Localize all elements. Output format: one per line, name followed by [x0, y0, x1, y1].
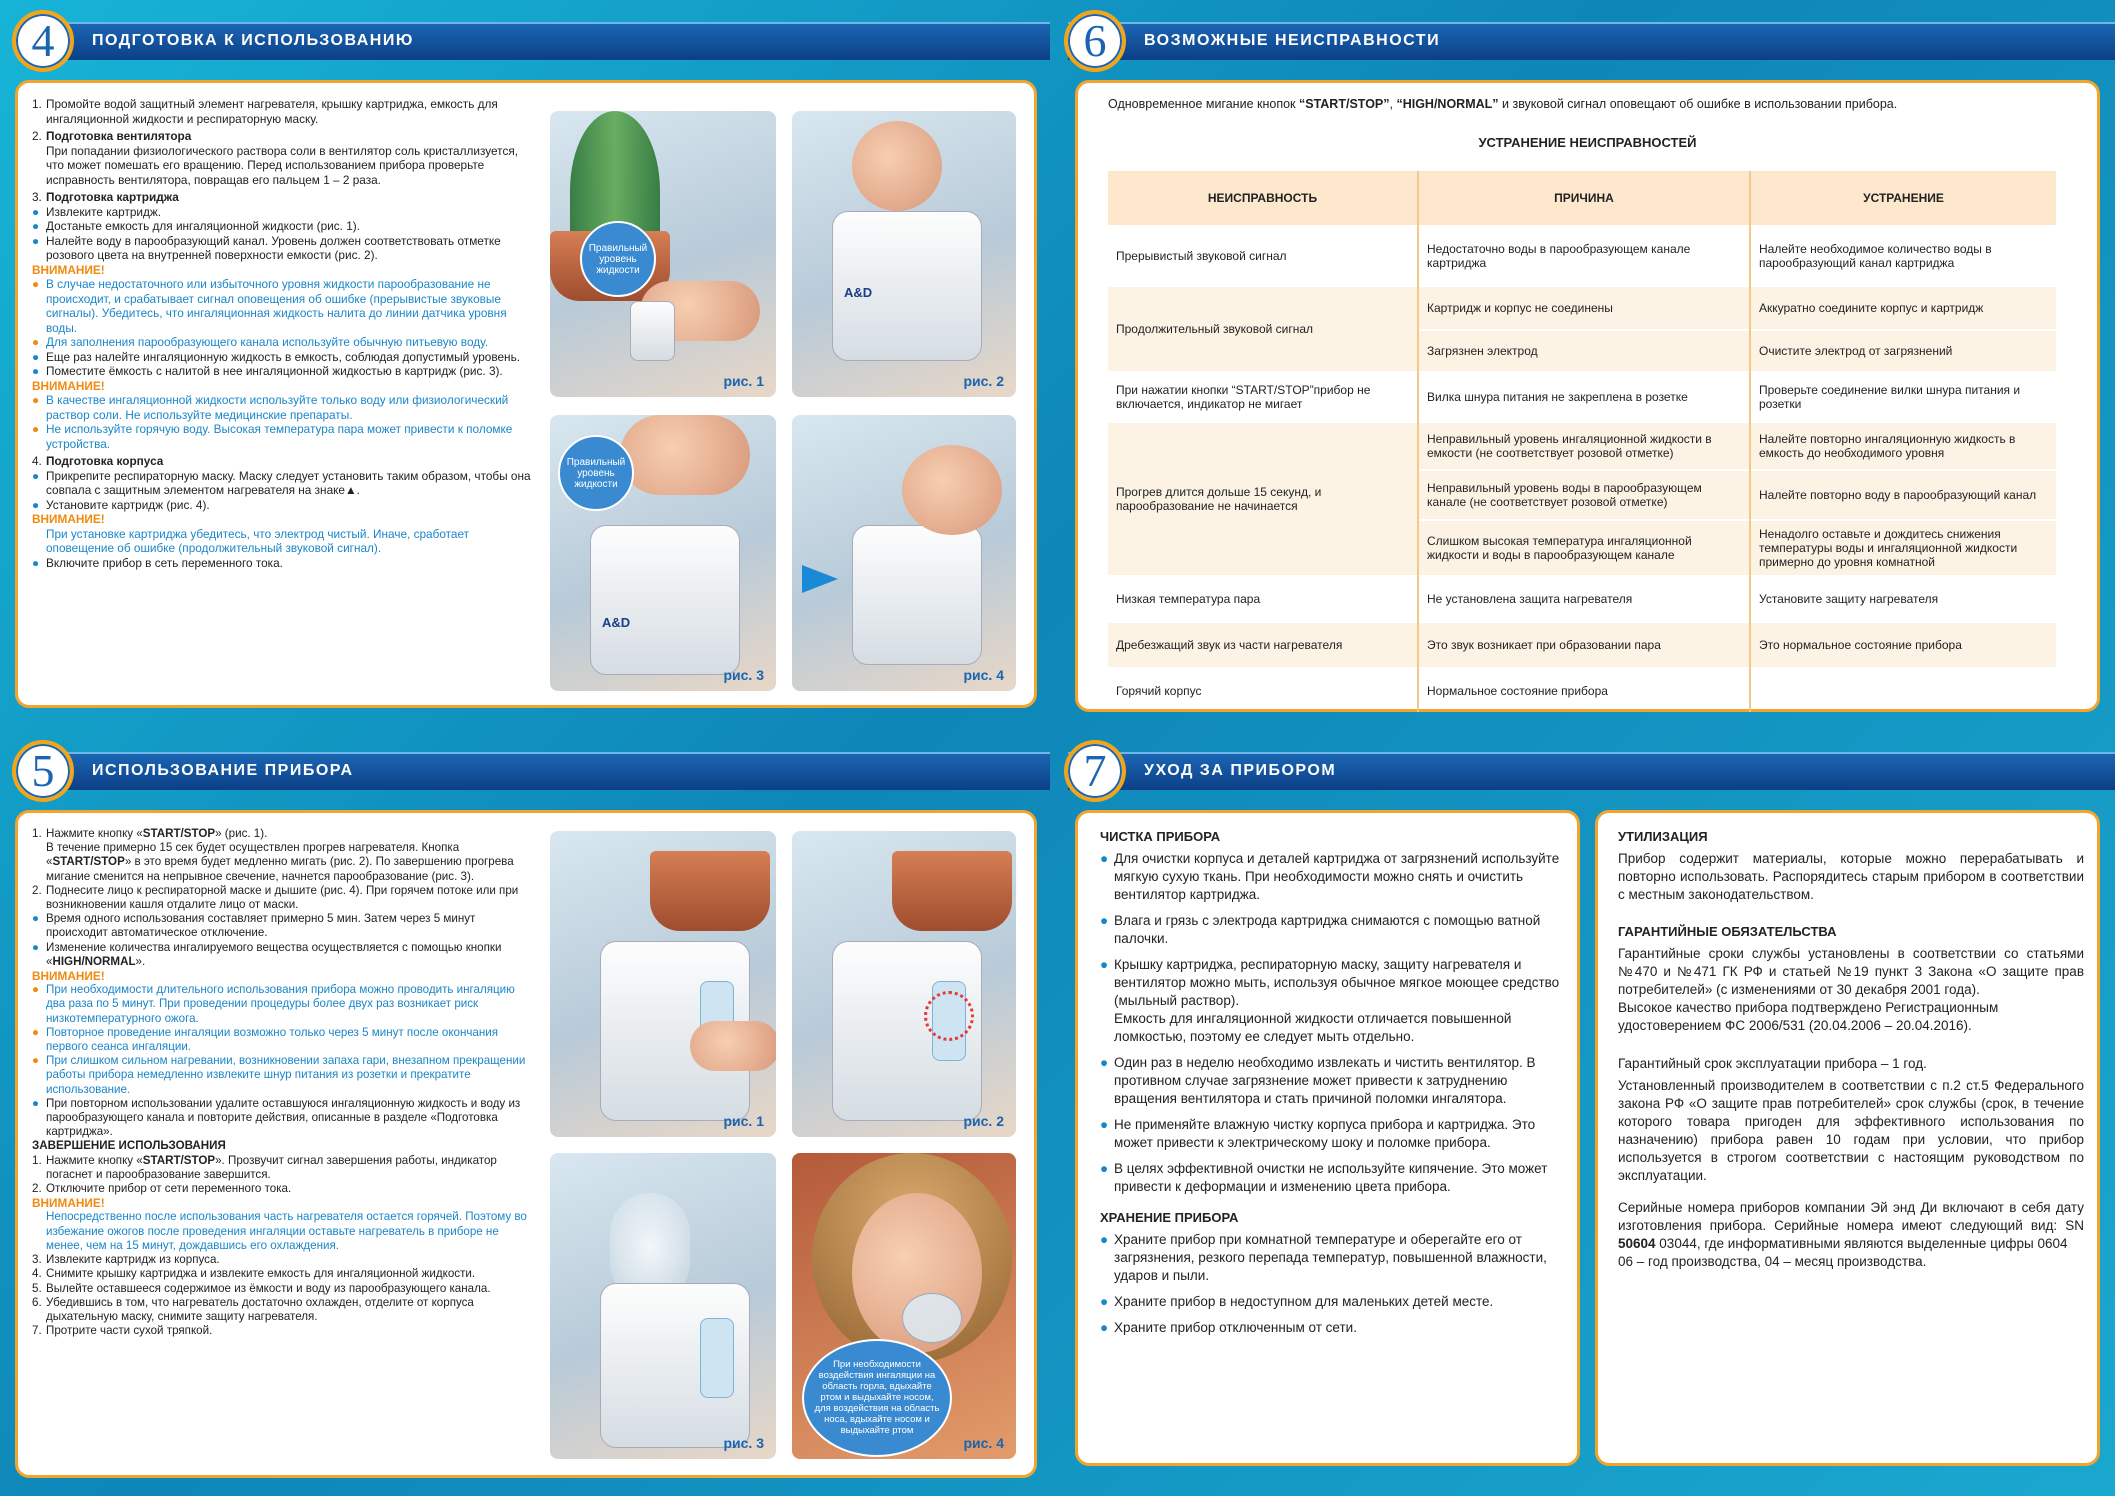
list-item: Поместите ёмкость с налитой в нее ингаляционной жидкостью в картридж (рис. 3). — [46, 364, 503, 378]
table-cell: Продолжительный звуковой сигнал — [1108, 286, 1418, 372]
list-item: Изменение количества ингалируемого вещества осуществляется с помощью кнопки « — [46, 940, 502, 968]
section-4-header — [20, 22, 1050, 60]
callout-bubble: Правильный уровень жидкости — [558, 435, 634, 511]
table-cell: Прогрев длится дольше 15 секунд, и парообразование не начинается — [1108, 422, 1418, 576]
column-header: НЕИСПРАВНОСТЬ — [1108, 170, 1418, 226]
heading-storage: ХРАНЕНИЕ ПРИБОРА — [1100, 1210, 1239, 1225]
column-header: УСТРАНЕНИЕ — [1750, 170, 2056, 226]
brand-logo: A&D — [844, 285, 873, 300]
warning-label: ВНИМАНИЕ! — [32, 512, 105, 526]
intro-comma: , — [1389, 97, 1397, 111]
table-cell: Картридж и корпус не соединены — [1418, 286, 1750, 330]
table-title: УСТРАНЕНИЕ НЕИСПРАВНОСТЕЙ — [1478, 135, 1697, 150]
pot-image — [892, 851, 1012, 931]
care-text: ЧИСТКА ПРИБОРА ● Для очистки корпуса и деталей картриджа от загрязнений используйте мягкую сухую ткань. При необходимости можно снять и очистить вентилятор картриджа. ● Влага и грязь с электрода картриджа снимаются с помощью ватной палочки. ● Крышку картриджа, респираторную маску, защиту нагревателя и вентилятор можно мыть, используя обычное мягкое моющее средство (мыльный раствор). Емкость для ингаляционной жидкости отличается повышенной ломкостью, поэтому ее следует мыть отдельно. ● Один раз в неделю необходимо извлекать и чистить вентилятор. В противном случае загрязнение может привести к затруднению вращения вентилятора и стать причиной поломки ингалятора. ● Не применяйте влажную чистку корпуса прибора и картриджа. Это может привести к электрическому шоку и поломке прибора. ● В целях эффективной очистки не используйте кипячение. Это может привести к деформации и изменению цвета прибора. ХРАНЕНИЕ ПРИБОРА ● Храните прибор при комнатной температуре и оберегайте его от загрязнения, резкого перепада температур, повышенной влажности, ударов и пыли. ● Храните прибор в недоступном для маленьких детей месте. ● Храните прибор отключенным от сети. — [1100, 829, 1562, 1337]
table-cell: Нормальное состояние прибора — [1418, 668, 1750, 712]
photo-fig-3 — [548, 1151, 778, 1461]
warning-label: ВНИМАНИЕ! — [32, 378, 105, 393]
hand-image — [620, 415, 750, 495]
heading-cleaning: ЧИСТКА ПРИБОРА — [1100, 829, 1221, 844]
section-5-title: ИСПОЛЬЗОВАНИЕ ПРИБОРА — [92, 762, 354, 779]
troubleshooting-table — [1108, 169, 2056, 712]
table-cell: Это звук возникает при образовании пара — [1418, 622, 1750, 668]
heading-body: Подготовка корпуса — [46, 454, 164, 468]
table-cell: Недостаточно воды в парообразующем канале картриджа — [1418, 226, 1750, 286]
hand-image — [690, 1021, 778, 1071]
pot-image — [650, 851, 770, 931]
mask-image — [902, 1293, 962, 1343]
table-cell: Вилка шнура питания не закреплена в розетке — [1418, 372, 1750, 422]
table-cell: Налейте повторно воду в парообразующий канал — [1750, 470, 2056, 520]
warning-label: ВНИМАНИЕ! — [32, 1196, 105, 1211]
blink-indicator-icon — [924, 991, 974, 1041]
device-image — [852, 525, 982, 665]
table-cell: Слишком высокая температура ингаляционной жидкости и воды в парообразующем канале — [1418, 520, 1750, 576]
caption-fig-4: рис. 4 — [963, 667, 1004, 683]
table-cell: Налейте повторно ингаляционную жидкость в емкость до необходимого уровня — [1750, 422, 2056, 470]
cup-image — [630, 301, 675, 361]
warning-item: В качестве ингаляционной жидкости используйте только воду или физиологический раствор соли. Не используйте медицинские препараты. — [46, 393, 509, 422]
table-cell: При нажатии кнопки “START/STOP”прибор не включается, индикатор не мигает — [1108, 372, 1418, 422]
photo-fig-4 — [790, 1151, 1018, 1461]
list-item: Налейте воду в парообразующий канал. Уровень должен соответствовать отметке розового цвета на внутренней поверхности емкости (рис. 2). — [46, 233, 501, 262]
photo-fig-4 — [790, 413, 1018, 693]
step-text: Снимите крышку картриджа и извлеките емкость для ингаляционной жидкости. — [46, 1267, 476, 1281]
section-7-right-card — [1595, 810, 2100, 1466]
intro-high-normal: “HIGH/NORMAL” — [1396, 97, 1499, 111]
heading-warranty: ГАРАНТИЙНЫЕ ОБЯЗАТЕЛЬСТВА — [1618, 924, 1837, 939]
list-item: Храните прибор в недоступном для маленьких детей месте. — [1114, 1294, 1494, 1309]
caption-fig-2: рис. 2 — [963, 373, 1004, 389]
start-stop-label: START/STOP — [142, 827, 216, 840]
intro-start-stop: “START/STOP” — [1298, 97, 1390, 111]
table-row — [1108, 226, 2056, 286]
list-item: ». — [135, 954, 146, 968]
serial-text: 03044, где информативными являются выделенные цифры 0604 — [1655, 1236, 2068, 1251]
section-6-card — [1075, 80, 2100, 712]
photo-fig-1 — [548, 109, 778, 399]
intro-tail: и звуковой сигнал оповещают об ошибке в использовании прибора. — [1498, 97, 1898, 111]
high-normal-label: HIGH/NORMAL — [52, 954, 136, 968]
warning-item: Повторное проведение ингаляции возможно только через 5 минут после окончания первого сеанса ингаляции. — [46, 1025, 499, 1054]
heading-cartridge: Подготовка картриджа — [46, 190, 179, 204]
list-item: Один раз в неделю необходимо извлекать и чистить вентилятор. В противном случае загрязнение может привести к затруднению вращения вентилятора и стать причиной поломки ингалятора. — [1114, 1055, 1536, 1106]
warranty-text-1: Гарантийные сроки службы установлены в соответствии со статьями №470 и №471 ГК РФ и статьей №19 пункт 3 Закона «О защите прав потребителей» (с изменениями от 30 декабря 2001 года). — [1618, 946, 2084, 997]
start-stop-label: START/STOP — [142, 1153, 216, 1167]
list-item: Установите картридж (рис. 4). — [46, 497, 210, 512]
warning-item: При слишком сильном нагревании, возникновении запаха гари, внезапном прекращении работы прибора немедленно извлеките шнур питания из розетки и прекратите использование. — [46, 1054, 526, 1096]
section-4-title: ПОДГОТОВКА К ИСПОЛЬЗОВАНИЮ — [92, 32, 414, 49]
table-cell: Установите защиту нагревателя — [1750, 576, 2056, 622]
table-row — [1108, 622, 2056, 668]
table-header-row — [1108, 170, 2056, 226]
heading-finish: ЗАВЕРШЕНИЕ ИСПОЛЬЗОВАНИЯ — [32, 1139, 226, 1153]
heading-fan: Подготовка вентилятора — [46, 129, 192, 143]
section-6-title: ВОЗМОЖНЫЕ НЕИСПРАВНОСТИ — [1144, 32, 1441, 49]
section-4-text: 1. Промойте водой защитный элемент нагревателя, крышку картриджа, емкость для ингаляционной жидкости и респираторную маску. 2. Подготовка вентилятора При попадании физиологического раствора соли в вентилятор соль кристаллизуется, что может помешать его вращению. Перед использованием прибора проверьте исправность вентилятора, повращав его пальцем 1 – 2 раза. 3. Подготовка картриджа ● Извлеките картридж. ● Достаньте емкость для ингаляционной жидкости (рис. 1). ● Налейте воду в парообразующий канал. Уровень должен соответствовать отметке розового цвета на внутренней поверхности емкости (рис. 2). ВНИМАНИЕ! ● В случае недостаточного или избыточного уровня жидкости парообразование не происходит, и срабатывает сигнал оповещения об ошибке (прерывистые звуковые сигналы). Убедитесь, что ингаляционная жидкость налита до линии датчика уровня воды. ● Для заполнения парообразующего канала используйте обычную питьевую воду. ● Еще раз налейте ингаляционную жидкость в емкость, соблюдая допустимый уровень. ● Поместите ёмкость с налитой в нее ингаляционной жидкостью в картридж (рис. 3). ВНИМАНИЕ! ● В качестве ингаляционной жидкости используйте только воду или физиологический раствор соли. Не используйте медицинские препараты. ● Не используйте горячую воду. Высокая температура пара может привести к поломке устройства. 4. Подготовка корпуса ● Прикрепите респираторную маску. Маску следует установить таким образом, чтобы она совпала с защитным элементом нагревателя на знаке▲. ● Установите картридж (рис. 4). ВНИМАНИЕ! При установке картриджа убедитесь, что электрод чистый. Иначе, сработает оповещение об ошибке (продолжительный звуковой сигнал). ● Включите прибор в сеть переменного тока. — [32, 97, 534, 570]
caption-fig-4: рис. 4 — [963, 1435, 1004, 1451]
table-cell: Это нормальное состояние прибора — [1750, 622, 2056, 668]
section-6-number-text: 6 — [1083, 15, 1107, 66]
list-item: Для очистки корпуса и деталей картриджа от загрязнений используйте мягкую сухую ткань. При необходимости можно снять и очистить вентилятор картриджа. — [1114, 851, 1560, 902]
section-6-header — [1068, 22, 2115, 60]
step-text: » (рис. 1). — [215, 827, 268, 840]
section-7-header — [1068, 752, 2115, 790]
section-5-number-text: 5 — [31, 745, 55, 796]
step-text: В течение примерно 15 сек будет осуществлен прогрев нагревателя. Кнопка « — [46, 841, 460, 869]
table-row — [1108, 668, 2056, 712]
section-5-header — [20, 752, 1050, 790]
table-cell: Дребезжащий звук из части нагревателя — [1108, 622, 1418, 668]
warning-item: Непосредственно после использования часть нагревателя остается горячей. Поэтому во избежание ожогов после проведения ингаляции оставьте нагреватель в приборе не менее, чем на 15 минут, дождавшись его охлаждения. — [46, 1210, 527, 1252]
table-row — [1108, 422, 2056, 470]
list-item: Крышку картриджа, респираторную маску, защиту нагревателя и вентилятор можно мыть, используя обычное мягкое моющее средство (мыльный раствор). — [1114, 957, 1560, 1008]
step-text: Протрите части сухой тряпкой. — [46, 1324, 213, 1338]
list-item: В целях эффективной очистки не используйте кипячение. Это может привести к деформации и изменению цвета прибора. — [1114, 1161, 1548, 1194]
section-4-number-text: 4 — [31, 15, 55, 66]
step-text: ». Прозвучит сигнал завершения работы, индикатор погаснет и парообразование завершится. — [46, 1153, 497, 1181]
hand-image — [852, 121, 942, 211]
heading-disposal: УТИЛИЗАЦИЯ — [1618, 829, 1708, 844]
list-item: Извлеките картридж. — [46, 204, 162, 219]
table-row — [1108, 286, 2056, 330]
table-row — [1108, 372, 2056, 422]
section-6-intro — [1108, 97, 1897, 111]
section-5-number — [12, 740, 74, 802]
warranty-period: Гарантийный срок эксплуатации прибора – 1 год. — [1618, 1056, 1927, 1071]
caption-fig-3: рис. 3 — [723, 667, 764, 683]
table-row — [1108, 576, 2056, 622]
section-7-number — [1064, 740, 1126, 802]
warning-label: ВНИМАНИЕ! — [32, 969, 105, 984]
start-stop-label: START/STOP — [52, 855, 125, 869]
step-text: » в это время будет медленно мигать (рис. 2). По завершению прогрева мигание сменится на непрывное свечение, начнется парообразование (рис. 3). — [46, 855, 514, 883]
arrow-icon — [802, 565, 838, 593]
caption-fig-3: рис. 3 — [723, 1435, 764, 1451]
table-cell: Налейте необходимое количество воды в парообразующий канал картриджа — [1750, 226, 2056, 286]
section-7-left-card — [1075, 810, 1580, 1466]
disposal-text: Прибор содержит материалы, которые можно перерабатывать и повторно использовать. Распорядитесь старым прибором в соответствии с местным законодательством. — [1618, 851, 2084, 902]
caption-fig-1: рис. 1 — [723, 1113, 764, 1129]
table-cell — [1750, 668, 2056, 712]
step-text: Извлеките картридж из корпуса. — [46, 1253, 220, 1267]
table-cell: Ненадолго оставьте и дождитесь снижения температуры воды и ингаляционной жидкости примерно до уровня комнатной — [1750, 520, 2056, 576]
list-item: Храните прибор при комнатной температуре и оберегайте его от загрязнения, резкого перепада температур, повышенной влажности, ударов и пыли. — [1114, 1232, 1547, 1283]
step-text: Нажмите кнопку « — [46, 1153, 143, 1167]
table-cell: Горячий корпус — [1108, 668, 1418, 712]
table-cell: Загрязнен электрод — [1418, 330, 1750, 372]
list-item: Не применяйте влажную чистку корпуса прибора и картриджа. Это может привести к электрическому шоку и поломке прибора. — [1114, 1117, 1536, 1150]
warning-item: Не используйте горячую воду. Высокая температура пара может привести к поломке устройства. — [46, 422, 513, 451]
serial-highlight: 50604 — [1618, 1236, 1656, 1251]
brand-logo: A&D — [602, 615, 631, 630]
warning-item: Для заполнения парообразующего канала используйте обычную питьевую воду. — [46, 335, 489, 349]
table-cell: Не установлена защита нагревателя — [1418, 576, 1750, 622]
warning-item: При установке картриджа убедитесь, что электрод чистый. Иначе, сработает оповещение об ошибке (продолжительный звуковой сигнал). — [46, 526, 470, 555]
caption-fig-1: рис. 1 — [723, 373, 764, 389]
list-item-note: Емкость для ингаляционной жидкости отличается повышенной ломкостью, поэтому ее следует мыть отдельно. — [1114, 1011, 1512, 1044]
list-item: Влага и грязь с электрода картриджа снимаются с помощью ватной палочки. — [1114, 913, 1541, 946]
column-header: ПРИЧИНА — [1418, 170, 1750, 226]
list-item: Прикрепите респираторную маску. Маску следует установить таким образом, чтобы она совпала с защитным элементом нагревателя на знаке▲. — [46, 468, 531, 497]
section-5-card — [15, 810, 1037, 1478]
section-4-number — [12, 10, 74, 72]
list-item: Время одного использования составляет примерно 5 мин. Затем через 5 минут происходит автоматическое отключение. — [46, 912, 476, 940]
table-cell: Низкая температура пара — [1108, 576, 1418, 622]
list-item: Храните прибор отключенным от сети. — [1114, 1320, 1357, 1335]
warning-item: В случае недостаточного или избыточного уровня жидкости парообразование не происходит, и срабатывает сигнал оповещения об ошибке (прерывистые звуковые сигналы). Убедитесь, что ингаляционная жидкость налита до линии датчика уровня воды. — [46, 277, 507, 335]
hand-image — [902, 445, 1002, 535]
device-image — [590, 525, 740, 675]
warning-label: ВНИМАНИЕ! — [32, 262, 105, 277]
warning-item: При необходимости длительного использования прибора можно проводить ингаляцию два раза по 5 минут. При проведении процедуры более двух раз возникает риск низкотемпературного ожога. — [46, 983, 515, 1025]
step-text: Отключите прибор от сети переменного тока. — [46, 1182, 292, 1196]
table-cell: Неправильный уровень воды в парообразующем канале (не соответствует розовой отметке) — [1418, 470, 1750, 520]
section-7-number-text: 7 — [1083, 745, 1107, 796]
service-life-text: Установленный производителем в соответствии с п.2 ст.5 Федерального закона РФ «О защите прав потребителей» срок службы (срок, в течение которого товара пригоден для эффективного использования по назначению) прибора равен 10 годам при условии, что прибор используется в строгом соответствии с настоящим руководством по эксплуатации. — [1618, 1078, 2084, 1183]
step-2-text: При попадании физиологического раствора соли в вентилятор соль кристаллизуется, что может помешать его вращению. Перед использованием прибора проверьте исправность вентилятора, повращав его пальцем 1 – 2 раза. — [46, 143, 519, 187]
table-cell: Очистите электрод от загрязнений — [1750, 330, 2056, 372]
table-cell: Прерывистый звуковой сигнал — [1108, 226, 1418, 286]
warranty-text — [1618, 829, 2084, 1271]
list-item: Включите прибор в сеть переменного тока. — [46, 555, 283, 570]
section-5-text: 1. Нажмите кнопку «START/STOP» (рис. 1). В течение примерно 15 сек будет осуществлен прогрев нагревателя. Кнопка «START/STOP» в это время будет медленно мигать (рис. 2). По завершению прогрева мигание сменится на непрывное свечение, начнется парообразование (рис. 3). 2. Поднесите лицо к респираторной маске и дышите (рис. 4). При горячем потоке или при возникновении кашля отдалите лицо от маски. ● Время одного использования составляет примерно 5 мин. Затем через 5 минут происходит автоматическое отключение. ● Изменение количества ингалируемого вещества осуществляется с помощью кнопки «HIGH/NORMAL». ВНИМАНИЕ! ● При необходимости длительного использования прибора можно проводить ингаляцию два раза по 5 минут. При проведении процедуры более двух раз возникает риск низкотемпературного ожога. ● Повторное проведение ингаляции возможно только через 5 минут после окончания первого сеанса ингаляции. ● При слишком сильном нагревании, возникновении запаха гари, внезапном прекращении работы прибора немедленно извлеките шнур питания из розетки и прекратите использование. ● При повторном использовании удалите оставшуюся ингаляционную жидкость и воду из парообразующего канала и повторите действия, описанные в разделе «Подготовка картриджа». ЗАВЕРШЕНИЕ ИСПОЛЬЗОВАНИЯ 1. Нажмите кнопку «START/STOP». Прозвучит сигнал завершения работы, индикатор погаснет и парообразование завершится. 2. Отключите прибор от сети переменного тока. ВНИМАНИЕ! Непосредственно после использования часть нагревателя остается горячей. Поэтому во избежание ожогов после проведения ингаляции оставьте нагреватель в приборе не менее, чем на 15 минут, дождавшись его охлаждения. 3. Извлеките картридж из корпуса. 4. Снимите крышку картриджа и извлеките емкость для ингаляционной жидкости. 5. Вылейте оставшееся содержимое из ёмкости и воду из парообразующего канала. 6. Убедившись в том, что нагреватель достаточно охлажден, отделите от корпуса дыхательную маску, снимите защиту нагревателя. 7. Протрите части сухой тряпкой. — [32, 827, 534, 1338]
serial-text: Серийные номера приборов компании Эй энд Ди включают в себя дату изготовления прибора. Серийные номера имеют следующий вид: SN — [1618, 1200, 2084, 1233]
table-cell: Неправильный уровень ингаляционной жидкости в емкости (не соответствует розовой отметке) — [1418, 422, 1750, 470]
serial-legend: 06 – год производства, 04 – месяц производства. — [1618, 1254, 1927, 1269]
photo-fig-3 — [548, 413, 778, 693]
photo-fig-1 — [548, 829, 778, 1139]
step-1: Промойте водой защитный элемент нагревателя, крышку картриджа, емкость для ингаляционной жидкости и респираторную маску. — [46, 97, 498, 126]
photo-fig-2 — [790, 109, 1018, 399]
caption-fig-2: рис. 2 — [963, 1113, 1004, 1129]
section-4-card — [15, 80, 1037, 708]
table-cell: Аккуратно соедините корпус и картридж — [1750, 286, 2056, 330]
table-cell: Проверьте соединение вилки шнура питания и розетки — [1750, 372, 2056, 422]
callout-bubble: При необходимости воздействия ингаляции на область горла, вдыхайте ртом и выдыхайте носом, для воздействия на область носа, вдыхайте носом и выдыхайте ртом — [802, 1339, 952, 1457]
step-text: Нажмите кнопку « — [46, 827, 143, 840]
section-6-number — [1064, 10, 1126, 72]
photo-fig-2 — [790, 829, 1018, 1139]
step-text: Поднесите лицо к респираторной маске и дышите (рис. 4). При горячем потоке или при возникновении кашля отдалите лицо от маски. — [46, 883, 519, 912]
step-text: Вылейте оставшееся содержимое из ёмкости и воду из парообразующего канала. — [46, 1281, 491, 1295]
list-item: Достаньте емкость для ингаляционной жидкости (рис. 1). — [46, 219, 360, 233]
intro-text: Одновременное мигание кнопок — [1108, 97, 1299, 111]
section-7-title: УХОД ЗА ПРИБОРОМ — [1144, 762, 1337, 779]
registration-text: Высокое качество прибора подтверждено Регистрационным удостоверением ФС 2006/531 (20.04.2006 – 20.04.2016). — [1618, 1000, 1999, 1033]
list-item: При повторном использовании удалите оставшуюся ингаляционную жидкость и воду из парообразующего канала и повторите действия, описанные в разделе «Подготовка картриджа». — [46, 1096, 521, 1139]
callout-bubble: Правильный уровень жидкости — [580, 221, 656, 297]
list-item: Еще раз налейте ингаляционную жидкость в емкость, соблюдая допустимый уровень. — [46, 349, 521, 364]
step-text: Убедившись в том, что нагреватель достаточно охлажден, отделите от корпуса дыхательную маску, снимите защиту нагревателя. — [46, 1295, 474, 1323]
control-panel-image — [700, 1318, 734, 1398]
